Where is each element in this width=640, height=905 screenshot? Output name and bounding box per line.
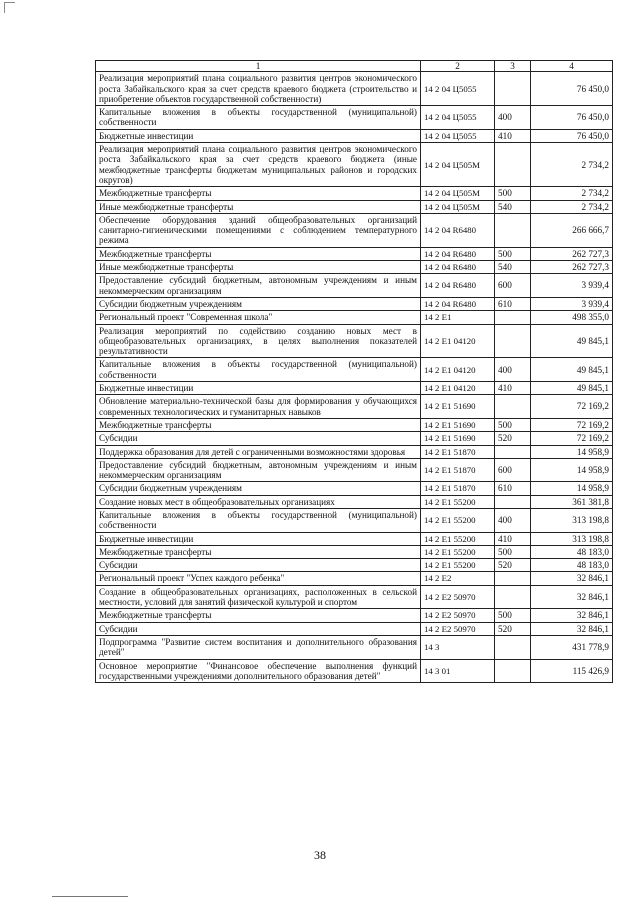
- row-code-cell: 14 2 E1 55200: [421, 508, 495, 532]
- row-type-cell: 520: [495, 622, 531, 635]
- row-code-cell: 14 2 E1 51870: [421, 482, 495, 495]
- row-type-cell: [495, 324, 531, 358]
- budget-table: [95, 60, 613, 683]
- row-sum-cell: 14 958,9: [531, 482, 613, 495]
- row-name-cell: Межбюджетные трансферты: [96, 609, 421, 622]
- row-name-cell: Межбюджетные трансферты: [96, 247, 421, 260]
- table-row: [96, 200, 613, 213]
- row-sum-cell: 498 355,0: [531, 311, 613, 324]
- table-row: [96, 72, 613, 106]
- table-row: [96, 382, 613, 395]
- row-sum-cell: 2 734,2: [531, 187, 613, 200]
- table-row: [96, 395, 613, 419]
- table-row: [96, 572, 613, 585]
- row-name-cell: Иные межбюджетные трансферты: [96, 200, 421, 213]
- table-row: [96, 622, 613, 635]
- row-sum-cell: 32 846,1: [531, 609, 613, 622]
- column-header-sum: 4: [531, 61, 613, 72]
- column-header-name: 1: [96, 61, 421, 72]
- table-row: [96, 445, 613, 458]
- row-sum-cell: 14 958,9: [531, 458, 613, 482]
- row-sum-cell: 313 198,8: [531, 508, 613, 532]
- row-type-cell: 540: [495, 200, 531, 213]
- table-row: [96, 143, 613, 187]
- row-sum-cell: 266 666,7: [531, 213, 613, 247]
- row-type-cell: 410: [495, 532, 531, 545]
- page-number: 38: [314, 848, 326, 862]
- row-name-cell: Бюджетные инвестиции: [96, 129, 421, 142]
- row-sum-cell: 72 169,2: [531, 432, 613, 445]
- row-type-cell: [495, 635, 531, 659]
- row-type-cell: 610: [495, 482, 531, 495]
- table-row: [96, 432, 613, 445]
- row-type-cell: 520: [495, 559, 531, 572]
- row-name-cell: Реализация мероприятий по содействию созданию новых мест в общеобразовательных организациях, в целях выполнения показателей результативности: [96, 324, 421, 358]
- row-sum-cell: 2 734,2: [531, 143, 613, 187]
- row-type-cell: [495, 213, 531, 247]
- footnote-rule: [52, 896, 128, 897]
- row-sum-cell: 48 183,0: [531, 545, 613, 558]
- row-type-cell: 410: [495, 382, 531, 395]
- row-name-cell: Иные межбюджетные трансферты: [96, 261, 421, 274]
- row-type-cell: 500: [495, 247, 531, 260]
- row-sum-cell: 32 846,1: [531, 622, 613, 635]
- column-header-type: 3: [495, 61, 531, 72]
- row-name-cell: Создание новых мест в общеобразовательных организациях: [96, 495, 421, 508]
- row-name-cell: Обеспечение оборудования зданий общеобразовательных организаций санитарно-гигиеническими помещениями с соблюдением температурного режима: [96, 213, 421, 247]
- table-row: [96, 458, 613, 482]
- row-code-cell: 14 2 04 Ц505М: [421, 200, 495, 213]
- table-body: [96, 72, 613, 683]
- row-sum-cell: 2 734,2: [531, 200, 613, 213]
- row-name-cell: Основное мероприятие "Финансовое обеспечение выполнения функций государственными учреждениями дополнительного образования детей": [96, 659, 421, 683]
- row-name-cell: Региональный проект "Современная школа": [96, 311, 421, 324]
- row-code-cell: 14 2 E1 51690: [421, 395, 495, 419]
- table-row: [96, 508, 613, 532]
- row-sum-cell: 49 845,1: [531, 382, 613, 395]
- table-row: [96, 213, 613, 247]
- row-code-cell: 14 2 E1 51690: [421, 418, 495, 431]
- row-code-cell: 14 2 04 R6480: [421, 247, 495, 260]
- row-code-cell: 14 2 04 R6480: [421, 297, 495, 310]
- row-code-cell: 14 2 E2 50970: [421, 585, 495, 609]
- row-sum-cell: 431 778,9: [531, 635, 613, 659]
- table-row: [96, 187, 613, 200]
- row-type-cell: 410: [495, 129, 531, 142]
- row-code-cell: 14 3 01: [421, 659, 495, 683]
- row-name-cell: Субсидии: [96, 559, 421, 572]
- row-type-cell: 400: [495, 508, 531, 532]
- row-name-cell: Реализация мероприятий плана социального развития центров экономического роста Забайкальского края за счет средств краевого бюджета (иные межбюджетные трансферты бюджетам муниципальных районов и городских округов): [96, 143, 421, 187]
- row-code-cell: 14 2 E1 55200: [421, 545, 495, 558]
- row-sum-cell: 3 939,4: [531, 274, 613, 298]
- table-row: [96, 532, 613, 545]
- row-sum-cell: 313 198,8: [531, 532, 613, 545]
- row-name-cell: Субсидии: [96, 622, 421, 635]
- row-type-cell: [495, 659, 531, 683]
- row-type-cell: [495, 585, 531, 609]
- row-type-cell: 400: [495, 358, 531, 382]
- row-sum-cell: 361 381,8: [531, 495, 613, 508]
- table-row: [96, 482, 613, 495]
- row-name-cell: Субсидии бюджетным учреждениям: [96, 297, 421, 310]
- row-type-cell: [495, 311, 531, 324]
- row-type-cell: 540: [495, 261, 531, 274]
- row-sum-cell: 14 958,9: [531, 445, 613, 458]
- table-row: [96, 635, 613, 659]
- row-name-cell: Капитальные вложения в объекты государственной (муниципальной) собственности: [96, 106, 421, 130]
- row-sum-cell: 72 169,2: [531, 418, 613, 431]
- table-row: [96, 129, 613, 142]
- row-type-cell: [495, 445, 531, 458]
- row-type-cell: 600: [495, 274, 531, 298]
- row-sum-cell: 262 727,3: [531, 261, 613, 274]
- row-name-cell: Региональный проект "Успех каждого ребенка": [96, 572, 421, 585]
- table-row: [96, 609, 613, 622]
- row-type-cell: 520: [495, 432, 531, 445]
- row-type-cell: [495, 495, 531, 508]
- row-type-cell: 400: [495, 106, 531, 130]
- row-code-cell: 14 2 04 Ц5055: [421, 129, 495, 142]
- table-row: [96, 418, 613, 431]
- row-code-cell: 14 2 E1 55200: [421, 532, 495, 545]
- row-code-cell: 14 2 04 R6480: [421, 261, 495, 274]
- row-type-cell: 500: [495, 545, 531, 558]
- row-type-cell: 500: [495, 609, 531, 622]
- row-code-cell: 14 2 E1 51870: [421, 445, 495, 458]
- row-code-cell: 14 2 04 Ц505М: [421, 187, 495, 200]
- row-type-cell: 500: [495, 418, 531, 431]
- row-code-cell: 14 2 E1: [421, 311, 495, 324]
- row-code-cell: 14 2 E1 55200: [421, 559, 495, 572]
- row-type-cell: [495, 143, 531, 187]
- row-sum-cell: 262 727,3: [531, 247, 613, 260]
- row-name-cell: Подпрограмма "Развитие систем воспитания и дополнительного образования детей": [96, 635, 421, 659]
- row-type-cell: 500: [495, 187, 531, 200]
- row-code-cell: 14 2 E2 50970: [421, 609, 495, 622]
- table-header-row: [96, 61, 613, 72]
- row-code-cell: 14 2 04 R6480: [421, 213, 495, 247]
- row-code-cell: 14 2 E1 04120: [421, 324, 495, 358]
- row-sum-cell: 72 169,2: [531, 395, 613, 419]
- row-name-cell: Бюджетные инвестиции: [96, 382, 421, 395]
- row-code-cell: 14 3: [421, 635, 495, 659]
- row-code-cell: 14 2 04 R6480: [421, 274, 495, 298]
- row-code-cell: 14 2 04 Ц5055: [421, 72, 495, 106]
- row-code-cell: 14 2 E2: [421, 572, 495, 585]
- row-name-cell: Межбюджетные трансферты: [96, 187, 421, 200]
- row-name-cell: Предоставление субсидий бюджетным, автономным учреждениям и иным некоммерческим организациям: [96, 458, 421, 482]
- row-sum-cell: 76 450,0: [531, 72, 613, 106]
- row-code-cell: 14 2 E2 50970: [421, 622, 495, 635]
- row-name-cell: Капитальные вложения в объекты государственной (муниципальной) собственности: [96, 358, 421, 382]
- row-name-cell: Субсидии: [96, 432, 421, 445]
- row-name-cell: Предоставление субсидий бюджетным, автономным учреждениям и иным некоммерческим организациям: [96, 274, 421, 298]
- table-row: [96, 274, 613, 298]
- row-name-cell: Обновление материально-технической базы для формирования у обучающихся современных технологических и гуманитарных навыков: [96, 395, 421, 419]
- row-type-cell: [495, 572, 531, 585]
- row-type-cell: [495, 395, 531, 419]
- row-code-cell: 14 2 E1 51870: [421, 458, 495, 482]
- table-row: [96, 311, 613, 324]
- table-row: [96, 495, 613, 508]
- table-row: [96, 247, 613, 260]
- row-sum-cell: 48 183,0: [531, 559, 613, 572]
- row-sum-cell: 32 846,1: [531, 585, 613, 609]
- row-name-cell: Капитальные вложения в объекты государственной (муниципальной) собственности: [96, 508, 421, 532]
- row-name-cell: Поддержка образования для детей с ограниченными возможностями здоровья: [96, 445, 421, 458]
- table-row: [96, 106, 613, 130]
- row-type-cell: [495, 72, 531, 106]
- table-row: [96, 585, 613, 609]
- row-code-cell: 14 2 E1 04120: [421, 358, 495, 382]
- table-row: [96, 261, 613, 274]
- row-code-cell: 14 2 04 Ц5055: [421, 106, 495, 130]
- table-row: [96, 545, 613, 558]
- row-sum-cell: 49 845,1: [531, 358, 613, 382]
- row-name-cell: Создание в общеобразовательных организациях, расположенных в сельской местности, условий для занятий физической культурой и спортом: [96, 585, 421, 609]
- row-name-cell: Реализация мероприятий плана социального развития центров экономического роста Забайкальского края за счет средств краевого бюджета (строительство и приобретение объектов государственной собственности): [96, 72, 421, 106]
- row-sum-cell: 3 939,4: [531, 297, 613, 310]
- row-name-cell: Межбюджетные трансферты: [96, 418, 421, 431]
- row-sum-cell: 32 846,1: [531, 572, 613, 585]
- row-name-cell: Межбюджетные трансферты: [96, 545, 421, 558]
- table-row: [96, 358, 613, 382]
- row-code-cell: 14 2 E1 04120: [421, 382, 495, 395]
- row-name-cell: Субсидии бюджетным учреждениям: [96, 482, 421, 495]
- row-sum-cell: 76 450,0: [531, 106, 613, 130]
- table-row: [96, 559, 613, 572]
- row-code-cell: 14 2 04 Ц505М: [421, 143, 495, 187]
- column-header-code: 2: [421, 61, 495, 72]
- row-sum-cell: 49 845,1: [531, 324, 613, 358]
- row-code-cell: 14 2 E1 51690: [421, 432, 495, 445]
- scan-corner-mark: [4, 2, 15, 13]
- row-type-cell: 610: [495, 297, 531, 310]
- row-code-cell: 14 2 E1 55200: [421, 495, 495, 508]
- table-row: [96, 297, 613, 310]
- table-row: [96, 324, 613, 358]
- row-name-cell: Бюджетные инвестиции: [96, 532, 421, 545]
- table-row: [96, 659, 613, 683]
- row-type-cell: 600: [495, 458, 531, 482]
- row-sum-cell: 115 426,9: [531, 659, 613, 683]
- row-sum-cell: 76 450,0: [531, 129, 613, 142]
